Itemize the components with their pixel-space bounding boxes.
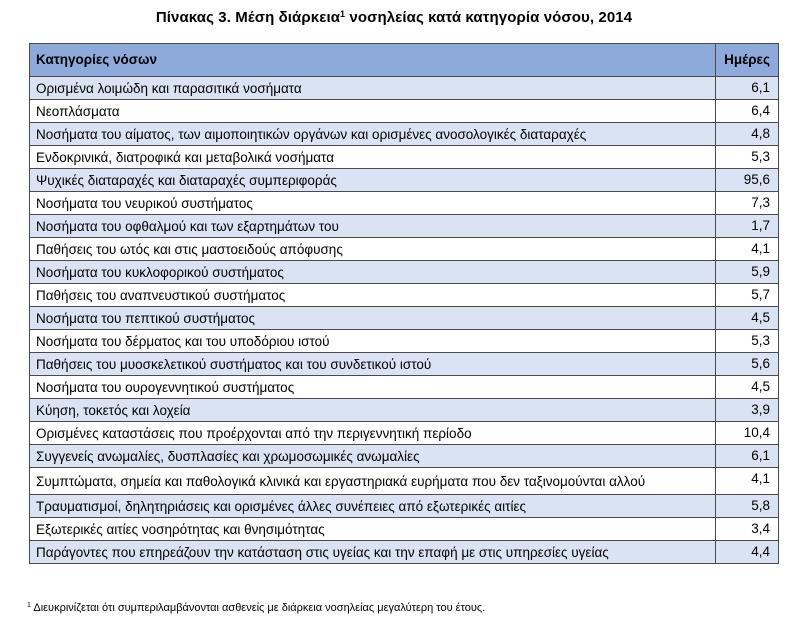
footnote <box>27 602 485 614</box>
days-cell: 95,6 <box>716 169 779 192</box>
category-cell: Νεοπλάσματα <box>30 100 716 123</box>
category-cell: Ψυχικές διαταραχές και διαταραχές συμπεριφοράς <box>30 169 716 192</box>
category-cell: Νοσήματα του νευρικού συστήματος <box>30 192 716 215</box>
title-text: Πίνακας 3. Μέση διάρκεια <box>155 9 341 26</box>
category-cell: Παθήσεις του αναπνευστικού συστήματος <box>30 284 716 307</box>
category-cell: Νοσήματα του πεπτικού συστήματος <box>30 307 716 330</box>
table-row <box>30 376 779 399</box>
table-row <box>30 146 779 169</box>
category-cell: Νοσήματα του ουρογεννητικού συστήματος <box>30 376 716 399</box>
table-row <box>30 307 779 330</box>
days-cell: 4,5 <box>716 376 779 399</box>
days-cell: 1,7 <box>716 215 779 238</box>
footnote-text: Διευκρινίζεται ότι συμπεριλαμβάνονται ασθενείς με διάρκεια νοσηλείας μεγαλύτερη του έτους. <box>30 602 486 614</box>
days-cell: 4,1 <box>716 468 779 495</box>
category-cell: Τραυματισμοί, δηλητηριάσεις και ορισμένες άλλες συνέπειες από εξωτερικές αιτίες <box>30 495 716 518</box>
table-row <box>30 215 779 238</box>
days-cell: 4,4 <box>716 541 779 564</box>
title-text-rest: νοσηλείας κατά κατηγορία νόσου, 2014 <box>345 9 633 26</box>
footnote-marker: 1 <box>27 602 31 609</box>
table-title <box>0 9 788 26</box>
category-cell: Παθήσεις του ωτός και στις μαστοειδούς απόφυσης <box>30 238 716 261</box>
table-row <box>30 353 779 376</box>
category-cell: Κύηση, τοκετός και λοχεία <box>30 399 716 422</box>
category-cell: Ενδοκρινικά, διατροφικά και μεταβολικά νοσήματα <box>30 146 716 169</box>
days-cell: 4,5 <box>716 307 779 330</box>
table-row <box>30 169 779 192</box>
days-cell: 3,9 <box>716 399 779 422</box>
days-cell: 6,4 <box>716 100 779 123</box>
category-cell: Ορισμένες καταστάσεις που προέρχονται από την περιγεννητική περίοδο <box>30 422 716 445</box>
days-cell: 4,1 <box>716 238 779 261</box>
table-row <box>30 541 779 564</box>
category-cell: Ορισμένα λοιμώδη και παρασιτικά νοσήματα <box>30 77 716 100</box>
table-row <box>30 123 779 146</box>
category-cell: Συγγενείς ανωμαλίες, δυσπλασίες και χρωμοσωμικές ανωμαλίες <box>30 445 716 468</box>
days-cell: 5,6 <box>716 353 779 376</box>
category-cell: Παθήσεις του μυοσκελετικού συστήματος και του συνδετικού ιστού <box>30 353 716 376</box>
table-row <box>30 495 779 518</box>
days-cell: 7,3 <box>716 192 779 215</box>
category-cell: Νοσήματα του αίματος, των αιμοποιητικών οργάνων και ορισμένες ανοσολογικές διαταραχές <box>30 123 716 146</box>
days-cell: 5,3 <box>716 146 779 169</box>
table-row <box>30 77 779 100</box>
category-cell: Συμπτώματα, σημεία και παθολογικά κλινικά και εργαστηριακά ευρήματα που δεν ταξινομούνται αλλού <box>30 468 716 495</box>
days-cell: 5,3 <box>716 330 779 353</box>
days-cell: 5,7 <box>716 284 779 307</box>
table-row <box>30 468 779 495</box>
table-header-row <box>30 44 779 77</box>
table-row <box>30 399 779 422</box>
days-cell: 4,8 <box>716 123 779 146</box>
table-row <box>30 284 779 307</box>
days-cell: 3,4 <box>716 518 779 541</box>
category-cell: Νοσήματα του κυκλοφορικού συστήματος <box>30 261 716 284</box>
table-row <box>30 518 779 541</box>
header-days: Ημέρες <box>716 44 779 77</box>
category-cell: Εξωτερικές αιτίες νοσηρότητας και θνησιμότητας <box>30 518 716 541</box>
days-cell: 6,1 <box>716 77 779 100</box>
table-row <box>30 238 779 261</box>
title-footnote-marker: 1 <box>340 9 346 19</box>
table-row <box>30 261 779 284</box>
table-row <box>30 422 779 445</box>
days-cell: 5,9 <box>716 261 779 284</box>
category-cell: Νοσήματα του δέρματος και του υποδόριου ιστού <box>30 330 716 353</box>
days-cell: 5,8 <box>716 495 779 518</box>
table-row <box>30 330 779 353</box>
table-row <box>30 192 779 215</box>
header-categories: Κατηγορίες νόσων <box>30 44 716 77</box>
table-row <box>30 445 779 468</box>
table-row <box>30 100 779 123</box>
days-cell: 6,1 <box>716 445 779 468</box>
category-cell: Νοσήματα του οφθαλμού και των εξαρτημάτων του <box>30 215 716 238</box>
days-cell: 10,4 <box>716 422 779 445</box>
length-of-stay-table <box>29 43 779 564</box>
category-cell: Παράγοντες που επηρεάζουν την κατάσταση στις υγείας και την επαφή με στις υπηρεσίες υγείας <box>30 541 716 564</box>
